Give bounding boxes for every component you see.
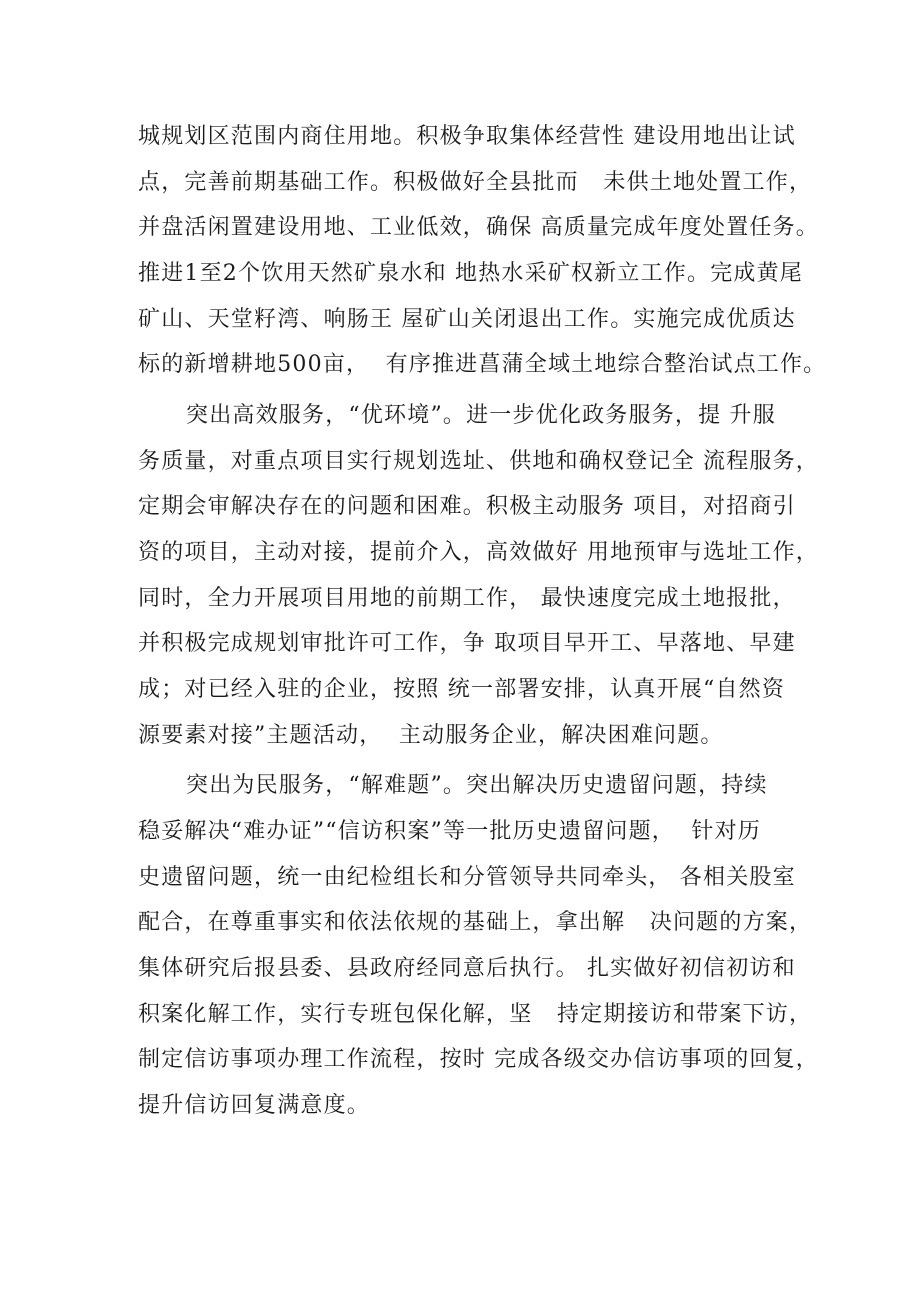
- text-line: 资的项目，主动对接，提前介入，高效做好 用地预审与选址工作，: [138, 540, 819, 565]
- paragraph-first-line: 突出为民服务，“解难题”。突出解决历史遗留问题，持续: [186, 773, 768, 798]
- text-line: 并积极完成规划审批许可工作，争 取项目早开工、早落地、早建: [138, 631, 796, 656]
- text-line: 史遗留问题，统一由纪检组长和分管领导共同牵头， 各相关股室: [138, 865, 796, 890]
- text-line: 定期会审解决存在的问题和困难。积极主动服务 项目，对招商引: [138, 494, 796, 519]
- text-line: 集体研究后报县委、县政府经同意后执行。 扎实做好初信初访和: [138, 956, 796, 981]
- text-line: 提升信访回复满意度。: [138, 1093, 371, 1118]
- text-line: 稳妥解决“难办证”“信访积案”等一批历史遗留问题， 针对历: [138, 819, 761, 844]
- text-line: 源要素对接”主题活动， 主动服务企业，解决困难问题。: [138, 723, 724, 748]
- text-line: 同时，全力开展项目用地的前期工作， 最快速度完成土地报批，: [138, 586, 796, 611]
- text-line: 矿山、天堂籽湾、响肠王 屋矿山关闭退出工作。实施完成优质达: [138, 307, 796, 332]
- text-line: 务质量，对重点项目实行规划选址、供地和确权登记全 流程服务，: [138, 449, 819, 474]
- paragraph-first-line: 突出高效服务，“优环境”。进一步优化政务服务，提 升服: [186, 403, 776, 428]
- text-line: 成；对已经入驻的企业，按照 统一部署安排，认真开展“自然资: [138, 677, 786, 702]
- text-line: 城规划区范围内商住用地。积极争取集体经营性 建设用地出让试: [138, 124, 796, 149]
- text-line: 推进1至2个饮用天然矿泉水和 地热水采矿权新立工作。完成黄尾: [138, 261, 803, 286]
- text-line: 配合，在尊重事实和依法依规的基础上，拿出解 决问题的方案，: [138, 910, 813, 935]
- text-line: 制定信访事项办理工作流程，按时 完成各级交办信访事项的回复，: [138, 1047, 819, 1072]
- text-line: 标的新增耕地500亩， 有序推进菖蒲全域土地综合整治试点工作。: [138, 352, 827, 377]
- text-line: 积案化解工作，实行专班包保化解，坚 持定期接访和带案下访，: [138, 1002, 813, 1027]
- text-line: 并盘活闲置建设用地、工业低效，确保 高质量完成年度处置任务。: [138, 215, 819, 240]
- text-line: 点，完善前期基础工作。积极做好全县批而 未供土地处置工作，: [138, 170, 813, 195]
